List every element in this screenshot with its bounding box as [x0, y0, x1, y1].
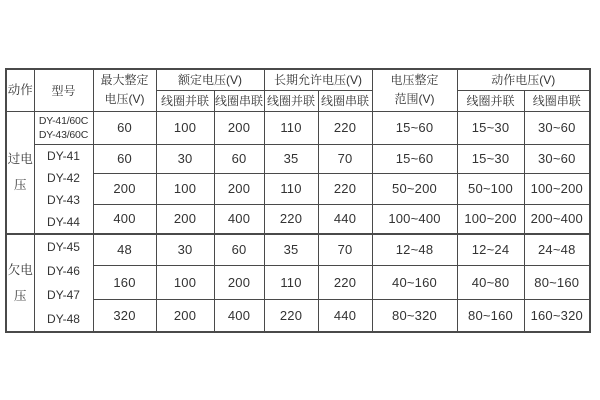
header-setting-range: [372, 69, 457, 111]
cell-rated-parallel: 30: [156, 234, 214, 266]
cell-operate-series: 30~60: [524, 111, 590, 144]
table-row: [6, 265, 590, 300]
table-row: [6, 204, 590, 233]
header-setting-range-line1: 电压整定: [390, 73, 439, 88]
model-label: DY-42: [47, 170, 80, 185]
cell-setting-range: 15~60: [372, 144, 457, 173]
model-label: DY-44: [47, 214, 80, 229]
header-max-setting-voltage: [93, 69, 156, 111]
cell-longterm-series: 220: [318, 265, 372, 300]
cell-longterm-parallel: 110: [264, 265, 318, 300]
cell-longterm-parallel: 35: [264, 144, 318, 173]
table-row: [6, 234, 590, 266]
cell-max-setting-voltage: 48: [93, 234, 156, 266]
model-cell: [34, 234, 93, 332]
model-label: DY-48: [47, 311, 80, 326]
cell-max-setting-voltage: 60: [93, 111, 156, 144]
header-model: 型号: [34, 69, 93, 111]
cell-setting-range: 15~60: [372, 111, 457, 144]
header-rated-voltage: 额定电压(V): [156, 69, 264, 90]
cell-operate-parallel: 50~100: [457, 173, 524, 204]
cell-rated-series: 200: [214, 265, 264, 300]
cell-max-setting-voltage: 60: [93, 144, 156, 173]
cell-rated-series: 60: [214, 234, 264, 266]
cell-setting-range: 100~400: [372, 204, 457, 233]
cell-longterm-series: 220: [318, 173, 372, 204]
cell-rated-parallel: 100: [156, 111, 214, 144]
cell-operate-series: 24~48: [524, 234, 590, 266]
cell-operate-series: 80~160: [524, 265, 590, 300]
cell-longterm-parallel: 110: [264, 173, 318, 204]
cell-longterm-parallel: 220: [264, 300, 318, 332]
cell-setting-range: 40~160: [372, 265, 457, 300]
cell-max-setting-voltage: 320: [93, 300, 156, 332]
cell-operate-parallel: 15~30: [457, 111, 524, 144]
cell-rated-series: 200: [214, 173, 264, 204]
cell-rated-parallel: 100: [156, 265, 214, 300]
header-longterm-voltage: 长期允许电压(V): [264, 69, 372, 90]
header-operate-coil-parallel: 线圈并联: [457, 90, 524, 111]
cell-operate-parallel: 100~200: [457, 204, 524, 233]
table-row: [6, 144, 590, 173]
header-setting-range-line2: 范围(V): [394, 92, 435, 107]
cell-longterm-parallel: 220: [264, 204, 318, 233]
cell-max-setting-voltage: 160: [93, 265, 156, 300]
cell-operate-parallel: 40~80: [457, 265, 524, 300]
header-operate-coil-series: 线圈串联: [524, 90, 590, 111]
model-cell: [34, 111, 93, 144]
cell-operate-parallel: 15~30: [457, 144, 524, 173]
cell-operate-parallel: 12~24: [457, 234, 524, 266]
cell-max-setting-voltage: 200: [93, 173, 156, 204]
cell-operate-parallel: 80~160: [457, 300, 524, 332]
cell-rated-series: 60: [214, 144, 264, 173]
cell-rated-parallel: 200: [156, 300, 214, 332]
header-max-setting-line1: 最大整定: [100, 73, 149, 88]
header-rated-coil-series: 线圈串联: [214, 90, 264, 111]
cell-longterm-series: 70: [318, 144, 372, 173]
header-action: 动作: [6, 69, 34, 111]
cell-setting-range: 12~48: [372, 234, 457, 266]
model-label: DY-47: [47, 287, 80, 302]
cell-longterm-series: 440: [318, 300, 372, 332]
cell-longterm-series: 220: [318, 111, 372, 144]
model-label: DY-46: [47, 263, 80, 278]
cell-rated-parallel: 200: [156, 204, 214, 233]
model-cell: [34, 144, 93, 234]
cell-operate-series: 100~200: [524, 173, 590, 204]
model-label: DY-45: [47, 239, 80, 254]
header-longterm-coil-series: 线圈串联: [318, 90, 372, 111]
section-undervoltage: 欠电压: [6, 234, 34, 332]
cell-setting-range: 80~320: [372, 300, 457, 332]
model-label: DY-43/60C: [38, 128, 89, 141]
table-row: [6, 300, 590, 332]
cell-rated-series: 200: [214, 111, 264, 144]
relay-spec-table: [5, 68, 591, 333]
table-row: [6, 111, 590, 144]
cell-operate-series: 200~400: [524, 204, 590, 233]
header-max-setting-line2: 电压(V): [104, 92, 145, 107]
cell-rated-parallel: 100: [156, 173, 214, 204]
header-operate-voltage: 动作电压(V): [457, 69, 590, 90]
cell-rated-series: 400: [214, 204, 264, 233]
cell-longterm-parallel: 35: [264, 234, 318, 266]
header-longterm-coil-parallel: 线圈并联: [264, 90, 318, 111]
cell-operate-series: 160~320: [524, 300, 590, 332]
model-label: DY-41: [47, 148, 80, 163]
cell-setting-range: 50~200: [372, 173, 457, 204]
cell-operate-series: 30~60: [524, 144, 590, 173]
cell-longterm-series: 70: [318, 234, 372, 266]
cell-rated-series: 400: [214, 300, 264, 332]
model-label: DY-43: [47, 192, 80, 207]
cell-max-setting-voltage: 400: [93, 204, 156, 233]
cell-longterm-parallel: 110: [264, 111, 318, 144]
table-row: [6, 173, 590, 204]
cell-rated-parallel: 30: [156, 144, 214, 173]
spec-table-container: [5, 68, 591, 333]
header-row-1: [6, 69, 590, 90]
cell-longterm-series: 440: [318, 204, 372, 233]
header-rated-coil-parallel: 线圈并联: [156, 90, 214, 111]
model-label: DY-41/60C: [38, 114, 89, 127]
section-overvoltage: 过电压: [6, 111, 34, 234]
